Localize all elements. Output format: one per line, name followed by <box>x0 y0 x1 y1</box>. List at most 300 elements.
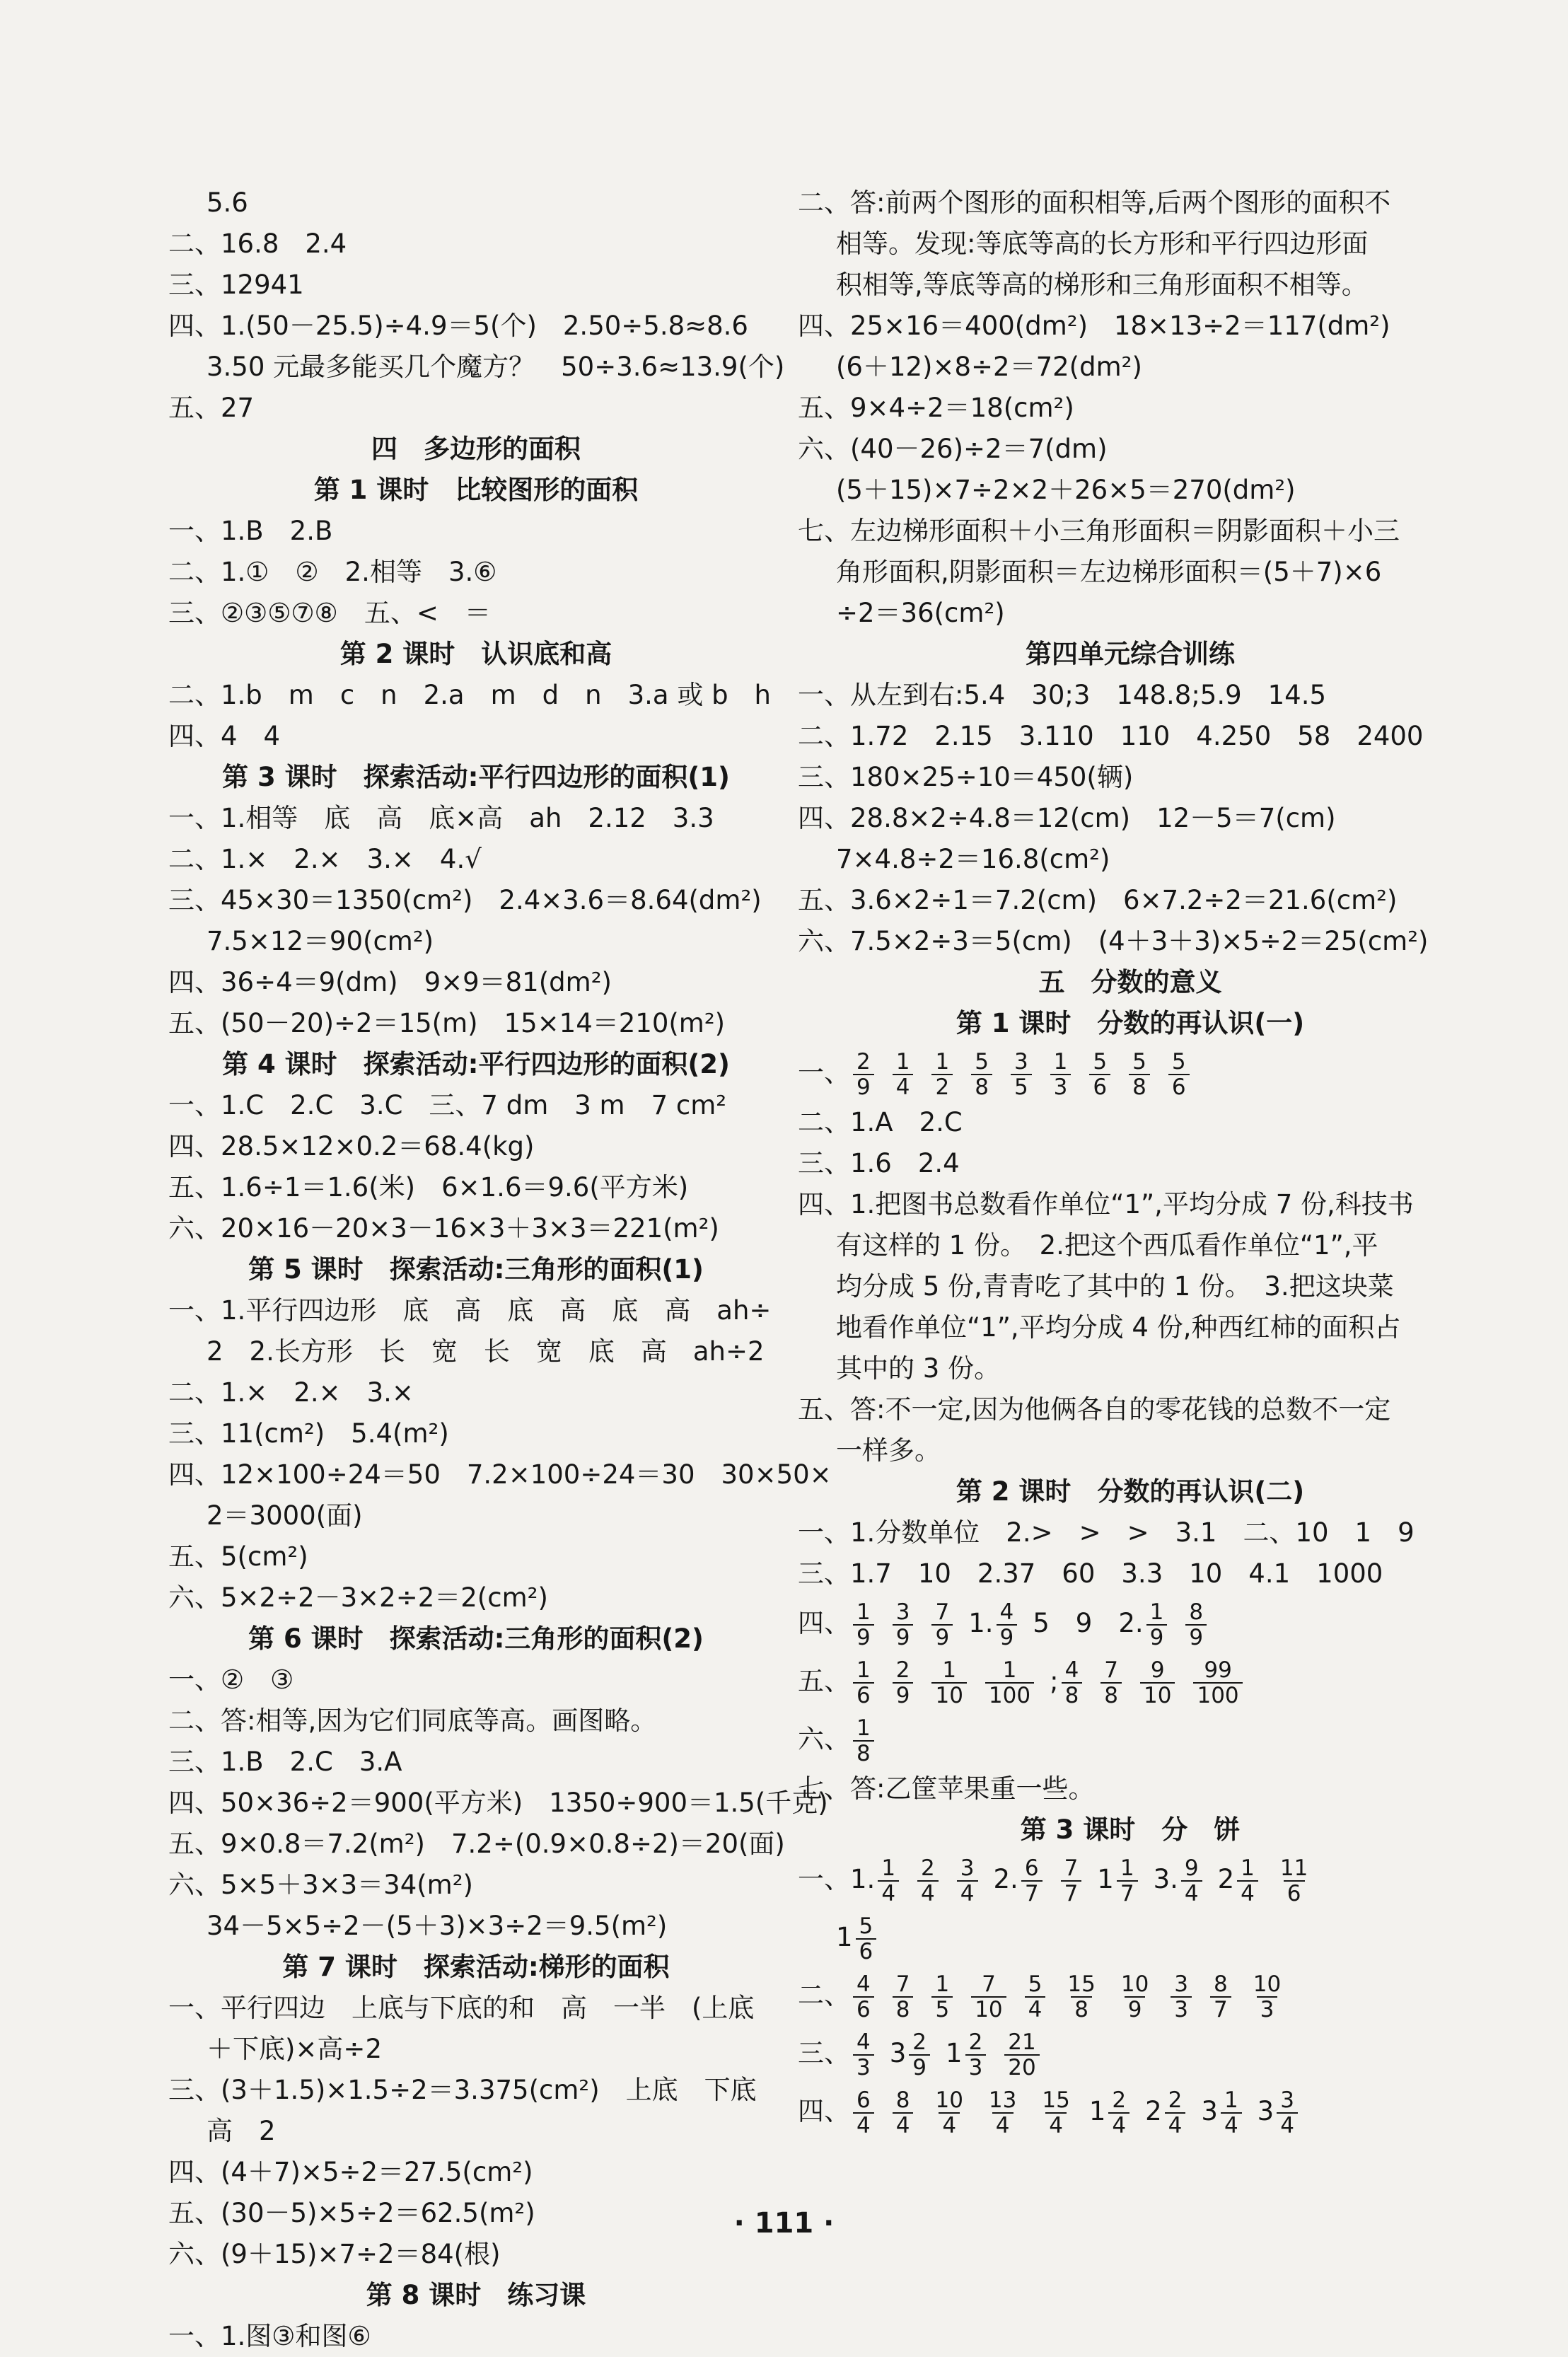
fraction <box>1221 2088 1242 2138</box>
numerator: 1 <box>1241 1855 1255 1881</box>
numerator: 1 <box>942 1657 957 1683</box>
fraction <box>1168 1050 1190 1099</box>
fraction-group <box>850 1048 1205 1100</box>
answer-line: 三、1.7 10 2.37 60 3.3 10 4.1 1000 <box>798 1558 1383 1589</box>
denominator: 4 <box>1181 1880 1202 1906</box>
numerator: 10 <box>935 2087 963 2113</box>
lesson-heading: 第 4 课时 探索活动:平行四边形的面积(2) <box>222 1049 730 1079</box>
numerator: 5 <box>1132 1048 1146 1075</box>
fraction-group <box>1114 1855 1154 1906</box>
denominator: 9 <box>1185 1624 1207 1650</box>
answer-line: 3.50 元最多能买几个魔方？ 50÷3.6≈13.9(个) <box>207 352 785 382</box>
answer-line: 二、1.① ② 2.相等 3.⑥ <box>168 557 497 587</box>
fraction <box>853 1716 874 1766</box>
answer-line: 34－5×5÷2－(5＋3)×3÷2＝9.5(m²) <box>207 1911 668 1941</box>
numerator: 5 <box>975 1048 989 1075</box>
fraction <box>1117 1856 1138 1906</box>
answer-line: 四、1.把图书总数看作单位“1”,平均分成 7 份,科技书 <box>798 1189 1414 1220</box>
answer-line: 7×4.8÷2＝16.8(cm²) <box>836 844 1110 874</box>
question-label: 五、 <box>798 1666 850 1696</box>
fraction <box>1210 1972 1231 2022</box>
fraction <box>931 1050 953 1099</box>
fraction-group <box>1018 1855 1097 1906</box>
answer-line: 三、12941 <box>168 270 304 300</box>
denominator: 6 <box>853 1996 874 2022</box>
right-column <box>798 183 1463 2141</box>
numerator: 3 <box>895 1599 910 1625</box>
answer-line: 二、16.8 2.4 <box>168 228 347 259</box>
denominator: 8 <box>1100 1682 1122 1708</box>
numerator: 9 <box>1184 1855 1199 1881</box>
fraction <box>985 2088 1020 2138</box>
answer-line: ＋下底)×高÷2 <box>207 2034 382 2064</box>
numerator: 1 <box>1053 1048 1068 1075</box>
fraction-answer-line <box>798 1710 1463 1768</box>
denominator: 9 <box>853 1624 874 1650</box>
fraction <box>1100 1658 1122 1708</box>
answer-line: 三、45×30＝1350(cm²) 2.4×3.6＝8.64(dm²) <box>168 885 762 915</box>
question-label: 一、 <box>798 1058 850 1088</box>
denominator: 8 <box>1129 1074 1150 1099</box>
numerator: 15 <box>1042 2087 1070 2113</box>
fraction-group <box>875 1855 993 1906</box>
fraction <box>1181 1856 1202 1906</box>
answer-line: 二、答:前两个图形的面积相等,后两个图形的面积不 <box>798 187 1391 218</box>
fraction <box>997 1600 1018 1650</box>
denominator: 4 <box>917 1880 939 1906</box>
fraction <box>985 1658 1034 1708</box>
numerator: 1 <box>935 1048 950 1075</box>
unit-heading: 五 分数的意义 <box>1038 967 1222 997</box>
fraction <box>878 1856 899 1906</box>
denominator: 9 <box>1146 1624 1168 1650</box>
fraction <box>965 2030 987 2080</box>
lesson-heading: 第 1 课时 比较图形的面积 <box>313 475 639 505</box>
denominator: 8 <box>971 1074 992 1099</box>
answer-line: 六、(40－26)÷2＝7(dm) <box>798 434 1108 464</box>
numerator: 3 <box>1280 2087 1294 2113</box>
numerator: 1 <box>1120 1855 1134 1881</box>
answer-line: 二、1.× 2.× 3.× <box>168 1377 414 1408</box>
denominator: 6 <box>1089 1074 1110 1099</box>
numerator: 3 <box>1014 1048 1028 1075</box>
denominator: 8 <box>893 1996 914 2022</box>
answer-line: 三、11(cm²) 5.4(m²) <box>168 1418 449 1449</box>
fraction <box>1025 1972 1046 2022</box>
sub-label: 1. <box>968 1608 994 1638</box>
answer-line: 一、1.分数单位 2.> > > 3.1 二、10 1 9 <box>798 1517 1415 1548</box>
fraction-group <box>850 1599 968 1650</box>
denominator: 5 <box>931 1996 953 2022</box>
fraction <box>1089 1050 1110 1099</box>
denominator: 4 <box>1025 1996 1046 2022</box>
answer-line: 四、28.8×2÷4.8＝12(cm) 12－5＝7(cm) <box>798 803 1336 833</box>
answer-line: 7.5×12＝90(cm²) <box>207 926 434 956</box>
fraction <box>909 2030 930 2080</box>
numerator: 1 <box>895 1048 910 1075</box>
answer-line: 均分成 5 份,青青吃了其中的 1 份。 3.把这块菜 <box>836 1271 1394 1302</box>
answer-line: 四、28.5×12×0.2＝68.4(kg) <box>168 1131 535 1162</box>
answer-line: 一样多。 <box>836 1435 941 1466</box>
answer-line: 有这样的 1 份。 2.把这个西瓜看作单位“1”,平 <box>836 1230 1378 1261</box>
answer-line: 六、20×16－20×3－16×3＋3×3＝221(m²) <box>168 1213 719 1244</box>
numerator: 1 <box>1149 1599 1164 1625</box>
denominator: 4 <box>893 1074 914 1099</box>
question-label: 三、 <box>798 2038 850 2068</box>
answer-line: 一、1.相等 底 高 底×高 ah 2.12 3.3 <box>168 803 714 833</box>
answer-text: 5 9 2. <box>1033 1608 1144 1638</box>
denominator: 4 <box>1277 2112 1298 2138</box>
answer-line: 一、1.C 2.C 3.C 三、7 dm 3 m 7 cm² <box>168 1090 727 1120</box>
denominator: 8 <box>853 1740 874 1766</box>
page-number: · 111 · <box>733 2207 835 2240</box>
fraction-group <box>850 2087 1089 2138</box>
numerator: 7 <box>1104 1657 1119 1683</box>
answer-line: 其中的 3 份。 <box>836 1353 1001 1384</box>
numerator: 5 <box>1093 1048 1108 1075</box>
fraction <box>853 2030 874 2080</box>
fraction <box>1237 1856 1258 1906</box>
denominator: 6 <box>1284 1880 1305 1906</box>
answer-line: 六、5×5＋3×3＝34(m²) <box>168 1870 473 1900</box>
fraction <box>853 1972 874 2022</box>
fraction <box>1108 2088 1129 2138</box>
fraction <box>893 1972 914 2022</box>
denominator: 7 <box>1117 1880 1138 1906</box>
denominator: 4 <box>893 2112 914 2138</box>
numerator: 8 <box>895 2087 910 2113</box>
numerator: 10 <box>1253 1971 1282 1997</box>
fraction <box>1171 1972 1192 2022</box>
answer-line: 四、36÷4＝9(dm) 9×9＝81(dm²) <box>168 967 612 997</box>
answer-line: 五、9×0.8＝7.2(m²) 7.2÷(0.9×0.8÷2)＝20(面) <box>168 1829 785 1859</box>
numerator: 2 <box>921 1855 935 1881</box>
answer-line: 六、(9＋15)×7÷2＝84(根) <box>168 2239 501 2269</box>
fraction <box>1117 1972 1152 2022</box>
denominator: 9 <box>931 1624 953 1650</box>
numerator: 5 <box>1171 1048 1186 1075</box>
fraction <box>1250 1972 1284 2022</box>
fraction-answer-line <box>798 1652 1463 1710</box>
answer-line: 三、1.B 2.C 3.A <box>168 1747 402 1777</box>
numerator: 2 <box>1112 2087 1127 2113</box>
answer-line: (5＋15)×7÷2×2＋26×5＝270(dm²) <box>836 475 1296 505</box>
numerator: 7 <box>1064 1855 1079 1881</box>
fraction-group <box>1234 1855 1327 1906</box>
answer-line: 五、5(cm²) <box>168 1541 308 1572</box>
numerator: 21 <box>1008 2029 1036 2055</box>
answer-line: 三、180×25÷10＝450(辆) <box>798 762 1134 792</box>
denominator: 9 <box>893 1624 914 1650</box>
fraction-answer-line <box>798 1967 1463 2025</box>
numerator: 99 <box>1204 1657 1232 1683</box>
lesson-heading: 第 6 课时 探索活动:三角形的面积(2) <box>248 1623 704 1654</box>
denominator: 4 <box>992 2112 1014 2138</box>
fraction-group <box>850 1715 890 1766</box>
numerator: 2 <box>1168 2087 1183 2113</box>
fraction-group <box>1218 2087 1258 2138</box>
whole-number: 3 <box>1201 2096 1218 2126</box>
numerator: 2 <box>912 2029 927 2055</box>
answer-line: 二、答:相等,因为它们同底等高。画图略。 <box>168 1706 657 1736</box>
denominator: 2 <box>931 1074 953 1099</box>
answer-line: 四、50×36÷2＝900(平方米) 1350÷900＝1.5(千克) <box>168 1788 828 1818</box>
numerator: 1 <box>881 1855 896 1881</box>
lesson-heading: 第 2 课时 分数的再认识(二) <box>956 1476 1305 1507</box>
denominator: 100 <box>985 1682 1034 1708</box>
answer-line: 五、9×4÷2＝18(cm²) <box>798 393 1074 423</box>
numerator: 4 <box>1064 1657 1079 1683</box>
answer-line: 二、1.b m c n 2.a m d n 3.a 或 b h <box>168 680 772 710</box>
fraction-group <box>850 1971 1300 2022</box>
fraction-group <box>853 1913 893 1964</box>
fraction <box>931 1658 966 1708</box>
fraction <box>931 2088 966 2138</box>
denominator: 4 <box>878 1880 899 1906</box>
answer-line: 三、(3＋1.5)×1.5÷2＝3.375(cm²) 上底 下底 <box>168 2075 757 2105</box>
fraction-answer-line <box>798 1044 1463 1102</box>
denominator: 3 <box>1050 1074 1072 1099</box>
answer-line: 五、答:不一定,因为他俩各自的零花钱的总数不一定 <box>798 1394 1391 1425</box>
denominator: 4 <box>957 1880 978 1906</box>
answer-line: 一、1.图③和图⑥ <box>168 2321 371 2351</box>
fraction <box>971 1050 992 1099</box>
fraction <box>893 1600 914 1650</box>
fraction <box>1004 2030 1039 2080</box>
answer-line: 一、平行四边 上底与下底的和 高 一半 (上底 <box>168 1993 755 2023</box>
answer-line: 高 2 <box>207 2116 276 2146</box>
numerator: 1 <box>1002 1657 1017 1683</box>
fraction-group <box>982 1657 1050 1708</box>
answer-line: 五、(50－20)÷2＝15(m) 15×14＝210(m²) <box>168 1008 726 1038</box>
fraction <box>853 1600 874 1650</box>
fraction <box>1140 1658 1175 1708</box>
fraction <box>1165 2088 1186 2138</box>
fraction-group <box>1105 2087 1145 2138</box>
numerator: 5 <box>859 1913 873 1939</box>
numerator: 5 <box>1028 1971 1043 1997</box>
answer-line: 2＝3000(面) <box>207 1500 363 1531</box>
answer-line: 5.6 <box>207 187 248 218</box>
numerator: 3 <box>1174 1971 1189 1997</box>
left-column <box>168 183 832 2357</box>
fraction <box>931 1972 953 2022</box>
numerator: 6 <box>1024 1855 1039 1881</box>
answer-line: 四、(4＋7)×5÷2＝27.5(cm²) <box>168 2157 533 2187</box>
answer-line: 地看作单位“1”,平均分成 4 份,种西红柿的面积占 <box>836 1312 1401 1343</box>
unit-heading: 四 多边形的面积 <box>371 434 581 464</box>
denominator: 10 <box>931 1682 966 1708</box>
answer-line: 相等。发现:等底等高的长方形和平行四边形面 <box>836 228 1369 259</box>
fraction-group <box>1144 1599 1222 1650</box>
answer-line: 六、7.5×2÷3＝5(cm) (4＋3＋3)×5÷2＝25(cm²) <box>798 926 1429 956</box>
fraction <box>1050 1050 1072 1099</box>
denominator: 4 <box>1221 2112 1242 2138</box>
fraction-answer-line <box>798 1851 1463 1909</box>
fraction <box>917 1856 939 1906</box>
denominator: 6 <box>856 1938 877 1964</box>
answer-line: 积相等,等底等高的梯形和三角形面积不相等。 <box>836 270 1368 300</box>
denominator: 9 <box>893 1682 914 1708</box>
fraction-group <box>906 2029 946 2080</box>
numerator: 13 <box>988 2087 1017 2113</box>
fraction <box>1277 1856 1311 1906</box>
answer-line: 一、1.B 2.B <box>168 516 333 546</box>
fraction <box>853 1658 874 1708</box>
whole-number: 1 <box>946 2038 963 2068</box>
whole-number: 3 <box>1257 2096 1274 2126</box>
answer-line: 五、1.6÷1＝1.6(米) 6×1.6＝9.6(平方米) <box>168 1172 689 1203</box>
denominator: 4 <box>1045 2112 1067 2138</box>
fraction <box>893 1050 914 1099</box>
numerator: 9 <box>1150 1657 1165 1683</box>
numerator: 1 <box>856 1715 871 1741</box>
denominator: 9 <box>909 2054 930 2080</box>
numerator: 1 <box>856 1657 871 1683</box>
lesson-heading: 第 7 课时 探索活动:梯形的面积 <box>282 1952 670 1982</box>
answer-line: 一、1.平行四边形 底 高 底 高 底 高 ah÷ <box>168 1295 772 1326</box>
denominator: 4 <box>1108 2112 1129 2138</box>
fraction <box>1062 1658 1083 1708</box>
denominator: 10 <box>1140 1682 1175 1708</box>
question-label: 四、 <box>798 1608 850 1638</box>
fraction <box>893 2088 914 2138</box>
fraction-group <box>1162 2087 1202 2138</box>
denominator: 4 <box>853 2112 874 2138</box>
fraction-group <box>1059 1657 1258 1708</box>
denominator: 100 <box>1193 1682 1242 1708</box>
denominator: 20 <box>1004 2054 1039 2080</box>
answer-line: 角形面积,阴影面积＝左边梯形面积＝(5＋7)×6 <box>836 557 1382 587</box>
denominator: 8 <box>1071 1996 1092 2022</box>
fraction <box>1193 1658 1242 1708</box>
answer-line: 五、(30－5)×5÷2＝62.5(m²) <box>168 2198 535 2228</box>
answer-line: 四、1.(50－25.5)÷4.9＝5(个) 2.50÷5.8≈8.6 <box>168 311 748 341</box>
denominator: 4 <box>1165 2112 1186 2138</box>
fraction-group <box>994 1599 1033 1650</box>
fraction-answer-line <box>798 2025 1463 2083</box>
numerator: 2 <box>968 2029 983 2055</box>
fraction-answer-line <box>798 1594 1463 1652</box>
fraction <box>1146 1600 1168 1650</box>
numerator: 4 <box>856 2029 871 2055</box>
numerator: 1 <box>1224 2087 1238 2113</box>
answer-line: 二、1.72 2.15 3.110 110 4.250 58 2400 <box>798 721 1424 751</box>
fraction <box>1038 2088 1073 2138</box>
question-label: 一、1. <box>798 1864 876 1894</box>
question-label: 六、 <box>798 1724 850 1754</box>
sub-label: 3. <box>1153 1864 1178 1894</box>
denominator: 4 <box>1237 1880 1258 1906</box>
numerator: 1 <box>935 1971 950 1997</box>
denominator: 9 <box>853 1074 874 1099</box>
denominator: 10 <box>971 1996 1006 2022</box>
fraction <box>853 2088 874 2138</box>
fraction <box>1061 1856 1082 1906</box>
fraction <box>1129 1050 1150 1099</box>
answer-line: 一、② ③ <box>168 1664 294 1695</box>
fraction <box>1277 2088 1298 2138</box>
whole-number: 2 <box>1217 1864 1235 1894</box>
numerator: 1 <box>856 1599 871 1625</box>
numerator: 3 <box>960 1855 975 1881</box>
numerator: 8 <box>1214 1971 1228 1997</box>
numerator: 6 <box>856 2087 871 2113</box>
answer-line: 六、5×2÷2－3×2÷2＝2(cm²) <box>168 1582 548 1613</box>
fraction <box>971 1972 1006 2022</box>
numerator: 8 <box>1189 1599 1204 1625</box>
answer-line: (6＋12)×8÷2＝72(dm²) <box>836 352 1142 382</box>
fraction <box>1011 1050 1032 1099</box>
lesson-heading: 第 5 课时 探索活动:三角形的面积(1) <box>248 1254 704 1285</box>
fraction <box>1021 1856 1043 1906</box>
denominator: 3 <box>853 2054 874 2080</box>
answer-line: 五、3.6×2÷1＝7.2(cm) 6×7.2÷2＝21.6(cm²) <box>798 885 1398 915</box>
numerator: 7 <box>935 1599 950 1625</box>
lesson-heading: 第 1 课时 分数的再认识(一) <box>956 1008 1305 1038</box>
numerator: 10 <box>1120 1971 1149 1997</box>
denominator: 4 <box>939 2112 960 2138</box>
denominator: 3 <box>965 2054 987 2080</box>
answer-line: 三、②③⑤⑦⑧ 五、< ＝ <box>168 598 491 628</box>
fraction-answer-line <box>798 1909 1463 1967</box>
answer-line: 一、从左到右:5.4 30;3 148.8;5.9 14.5 <box>798 680 1327 710</box>
denominator: 7 <box>1210 1996 1231 2022</box>
numerator: 7 <box>895 1971 910 1997</box>
fraction-answer-line <box>798 2083 1463 2141</box>
answer-line: 四、12×100÷24＝50 7.2×100÷24＝30 30×50× <box>168 1459 832 1490</box>
answer-line: 七、答:乙筐苹果重一些。 <box>798 1773 1095 1804</box>
question-label: 四、 <box>798 2096 850 2126</box>
denominator: 3 <box>1257 1996 1278 2022</box>
whole-number: 1 <box>1097 1864 1114 1894</box>
denominator: 5 <box>1011 1074 1032 1099</box>
fraction-group <box>850 1657 982 1708</box>
denominator: 7 <box>1061 1880 1082 1906</box>
fraction-group <box>963 2029 1055 2080</box>
unit-review-heading: 第四单元综合训练 <box>1026 639 1235 669</box>
sub-label: 2. <box>993 1864 1018 1894</box>
whole-number: 1 <box>836 1922 853 1952</box>
fraction-group <box>850 2029 890 2080</box>
whole-number: 2 <box>1145 2096 1162 2126</box>
whole-number: 3 <box>889 2038 907 2068</box>
lesson-heading: 第 3 课时 探索活动:平行四边形的面积(1) <box>222 762 730 792</box>
lesson-heading: 第 8 课时 练习课 <box>366 2280 586 2310</box>
denominator: 9 <box>1125 1996 1146 2022</box>
answer-line: 五、27 <box>168 393 255 423</box>
denominator: 8 <box>1062 1682 1083 1708</box>
numerator: 15 <box>1067 1971 1096 1997</box>
fraction-group <box>1178 1855 1218 1906</box>
fraction-group <box>1274 2087 1313 2138</box>
lesson-heading: 第 3 课时 分 饼 <box>1020 1814 1241 1845</box>
answer-line: 四、4 4 <box>168 721 281 751</box>
question-label: 二、 <box>798 1980 850 2010</box>
denominator: 6 <box>853 1682 874 1708</box>
fraction <box>893 1658 914 1708</box>
whole-number: 1 <box>1088 2096 1106 2126</box>
answer-line: 四、25×16＝400(dm²) 18×13÷2＝117(dm²) <box>798 311 1390 341</box>
numerator: 7 <box>982 1971 996 1997</box>
answer-line: ÷2＝36(cm²) <box>836 598 1005 628</box>
numerator: 2 <box>895 1657 910 1683</box>
fraction <box>1185 1600 1207 1650</box>
answer-line: 二、1.A 2.C <box>798 1107 963 1137</box>
fraction <box>1064 1972 1098 2022</box>
numerator: 2 <box>856 1048 871 1075</box>
numerator: 11 <box>1279 1855 1308 1881</box>
